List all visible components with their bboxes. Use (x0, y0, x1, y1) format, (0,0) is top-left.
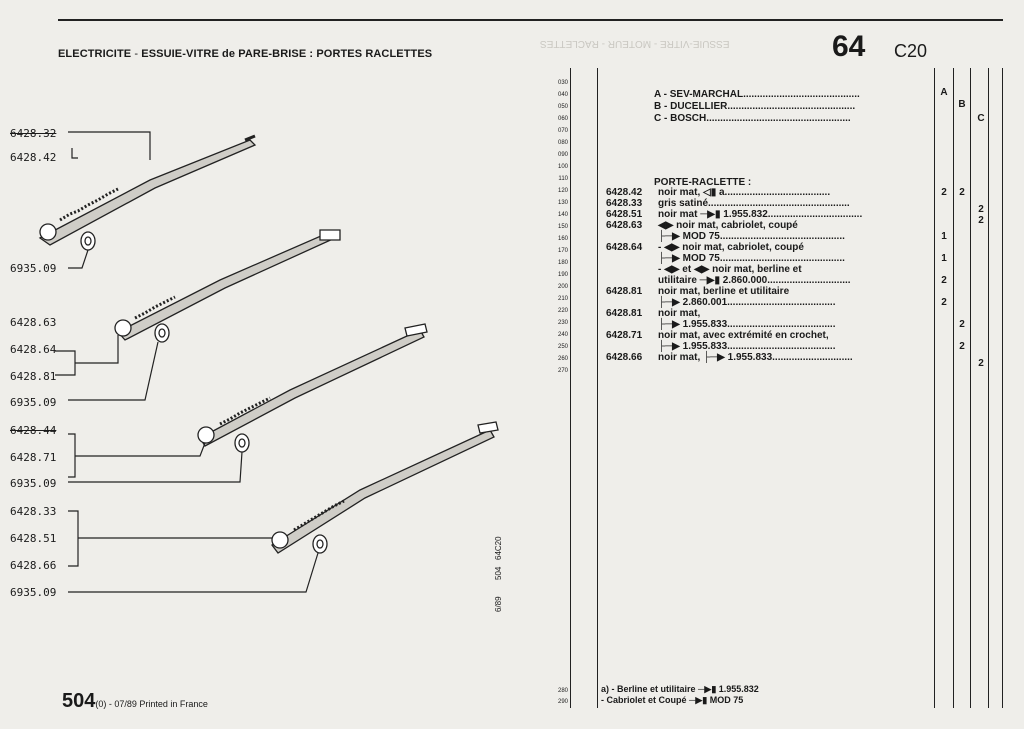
line-number: 190 (557, 272, 568, 278)
table-row (606, 330, 829, 341)
part-code: 6428.64 (606, 242, 643, 253)
part-code: 6428.81 (606, 308, 643, 319)
table-rule (570, 68, 571, 708)
part-code: 6428.81 (606, 286, 643, 297)
line-number: 210 (557, 296, 568, 302)
table-rule (988, 68, 989, 708)
footer-imprint: 504(0) - 07/89 Printed in France (62, 690, 208, 712)
part-code: 6428.51 (606, 209, 643, 220)
line-number: 070 (557, 128, 568, 134)
table-row (606, 286, 789, 297)
page-title: ELECTRICITE - ESSUIE-VITRE de PARE-BRISE : PORTES RACLETTES (58, 48, 433, 60)
part-description: ├─▶ 1.955.833....................................... (658, 341, 836, 352)
part-description: utilitaire ─▶▮ 2.860.000.............................. (658, 275, 851, 286)
part-code: 6428.71 (606, 330, 643, 341)
line-number: 090 (557, 152, 568, 158)
part-code: 6428.66 (606, 352, 643, 363)
part-description: gris satiné................................................... (658, 198, 850, 209)
table-row (606, 242, 804, 253)
part-ref: 6428.32 (10, 127, 57, 140)
table-row (606, 198, 850, 209)
part-ref: 6935.09 (10, 262, 57, 275)
col-header-a: A (940, 87, 948, 98)
table-rule (970, 68, 971, 708)
quantity-b: 2 (959, 187, 965, 198)
part-ref: 6428.33 (10, 505, 57, 518)
part-code: 6428.63 (606, 220, 643, 231)
line-number: 280 (557, 688, 568, 694)
quantity-b: 2 (959, 341, 965, 352)
header-rule (58, 19, 1003, 21)
wiper-arm-3 (198, 324, 427, 452)
page-code: C20 (894, 41, 928, 61)
line-number: 160 (557, 236, 568, 242)
line-number: 260 (557, 356, 568, 362)
part-description: - ◀▶ noir mat, cabriolet, coupé (658, 242, 804, 253)
part-description: ├─▶ MOD 75............................................. (658, 231, 845, 242)
line-number: 140 (557, 212, 568, 218)
line-number: 240 (557, 332, 568, 338)
table-row (606, 220, 798, 231)
quantity-a: 1 (941, 231, 947, 242)
part-description: noir mat, ├─▶ 1.955.833............................. (658, 352, 853, 363)
part-description: ◀▶ noir mat, cabriolet, coupé (658, 220, 798, 231)
part-description: noir mat ─▶▮ 1.955.832.................................. (658, 209, 863, 220)
wiper-arm-2 (115, 230, 340, 342)
part-ref: 6428.44 (10, 424, 57, 437)
quantity-c: 2 (978, 215, 984, 226)
line-number: 250 (557, 344, 568, 350)
line-number: 120 (557, 188, 568, 194)
part-ref: 6935.09 (10, 586, 57, 599)
table-row (606, 187, 830, 198)
vertical-code: 504 (494, 566, 503, 580)
line-number: 290 (557, 699, 568, 705)
part-ref: 6428.42 (10, 151, 57, 164)
quantity-b: 2 (959, 319, 965, 330)
part-code: 6428.42 (606, 187, 643, 198)
line-number: 270 (557, 368, 568, 374)
table-row (606, 231, 845, 242)
table-rule (953, 68, 954, 708)
table-row (606, 264, 802, 275)
part-description: ├─▶ 1.955.833....................................... (658, 319, 836, 330)
line-number: 130 (557, 200, 568, 206)
quantity-c: 2 (978, 204, 984, 215)
line-number: 110 (558, 176, 568, 182)
maker-row: B - DUCELLIER.............................................. (654, 101, 856, 112)
table-row (606, 297, 835, 308)
table-rule (597, 68, 598, 708)
quantity-a: 2 (941, 297, 947, 308)
col-header-c: C (977, 113, 985, 124)
part-description: noir mat, berline et utilitaire (658, 286, 790, 297)
quantity-a: 1 (941, 253, 947, 264)
part-ref: 6935.09 (10, 396, 57, 409)
table-row (606, 319, 835, 330)
footnote: - Cabriolet et Coupé ─▶▮ MOD 75 (601, 695, 744, 705)
table-row (606, 341, 835, 352)
part-ref: 6428.63 (10, 316, 57, 329)
part-description: - ◀▶ et ◀▶ noir mat, berline et (658, 264, 802, 275)
part-ref: 6428.64 (10, 343, 57, 356)
vertical-code: 64C20 (494, 536, 503, 560)
line-number: 100 (557, 164, 568, 170)
line-number: 200 (557, 284, 568, 290)
table-row (606, 275, 851, 286)
line-number: 050 (557, 104, 568, 110)
maker-row: A - SEV-MARCHAL.......................................... (654, 89, 860, 100)
line-number: 180 (557, 260, 568, 266)
line-number: 040 (557, 92, 568, 98)
wiper-arms-diagram (0, 60, 560, 620)
part-description: ├─▶ 2.860.001....................................... (658, 297, 836, 308)
line-number: 060 (557, 116, 568, 122)
wiper-arm-4 (272, 422, 498, 553)
part-ref: 6935.09 (10, 477, 57, 490)
section-title: PORTE-RACLETTE : (654, 177, 752, 188)
vertical-code: 6/89 (494, 596, 503, 612)
table-rule (1002, 68, 1003, 708)
part-description: noir mat, (658, 308, 701, 319)
line-number: 030 (557, 80, 568, 86)
leader-lines (55, 132, 318, 592)
quantity-a: 2 (941, 187, 947, 198)
line-number: 150 (557, 224, 568, 230)
footnote: a) - Berline et utilitaire ─▶▮ 1.955.832 (601, 684, 759, 694)
part-description: ├─▶ MOD 75............................................. (658, 253, 845, 264)
part-description: noir mat, ◁▮ a...................................... (658, 187, 831, 198)
table-row (606, 308, 700, 319)
table-rule (934, 68, 935, 708)
part-description: noir mat, avec extrémité en crochet, (658, 330, 829, 341)
part-code: 6428.33 (606, 198, 643, 209)
line-number: 230 (557, 320, 568, 326)
part-ref: 6428.51 (10, 532, 57, 545)
line-number: 220 (557, 308, 568, 314)
line-number: 080 (557, 140, 568, 146)
line-number: 170 (557, 248, 568, 254)
col-header-b: B (958, 99, 966, 110)
maker-row: C - BOSCH.................................................... (654, 113, 851, 124)
table-row (606, 253, 845, 264)
quantity-c: 2 (978, 358, 984, 369)
part-ref: 6428.71 (10, 451, 57, 464)
part-ref: 6428.66 (10, 559, 57, 572)
page-number: 64 (832, 30, 866, 63)
quantity-a: 2 (941, 275, 947, 286)
table-row (606, 209, 862, 220)
show-through-text: ESSUIE-VITRE - MOTEUR - RACLETTES (540, 38, 730, 49)
table-row (606, 352, 853, 363)
part-ref: 6428.81 (10, 370, 57, 383)
